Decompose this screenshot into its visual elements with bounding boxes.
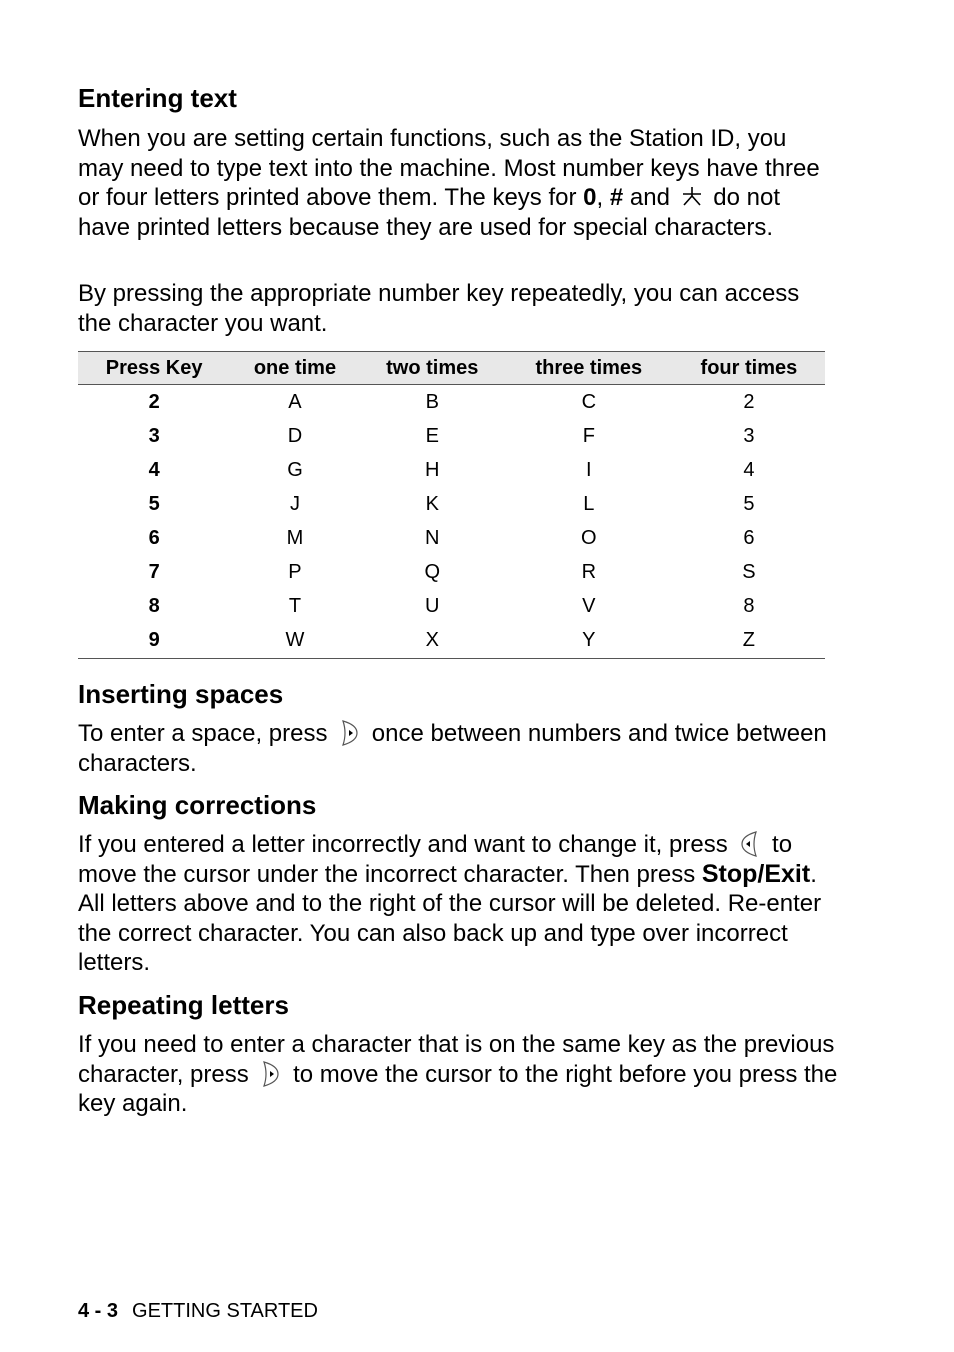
page-footer	[78, 1300, 318, 1323]
paragraph-entering-text: When you are setting certain functions, such as the Station ID, you may need to type text into the machine. Most number keys have three or four letters printed above them. The keys for 0, # and do not have printed letters because they are used for special characters.	[78, 125, 820, 241]
col-one-time: one time	[230, 352, 359, 385]
col-four-times: four times	[673, 352, 825, 385]
table-row: 6 M N O 6	[148, 526, 755, 549]
col-three-times: three times	[505, 352, 673, 385]
star-key-icon	[681, 185, 703, 207]
right-arrow-key-icon	[340, 719, 359, 747]
table-row: 2 A B C 2	[148, 390, 755, 413]
table-row: 9 W X Y Z	[78, 624, 825, 659]
heading-making-corrections: Making corrections	[78, 790, 317, 820]
table-row: 5 J K L 5	[148, 492, 755, 515]
heading-repeating-letters: Repeating letters	[78, 990, 289, 1020]
left-arrow-key-icon	[740, 830, 759, 858]
table-header-row	[78, 352, 825, 385]
table-row: 4 G H I 4	[148, 458, 755, 481]
paragraph-access-character: By pressing the appropriate number key repeatedly, you can access the character you want.	[78, 280, 800, 337]
col-two-times: two times	[360, 352, 505, 385]
table-row: 3 D E F 3	[148, 424, 755, 447]
col-press-key: Press Key	[78, 352, 230, 385]
chapter-title: GETTING STARTED	[132, 1300, 318, 1322]
paragraph-making-corrections: If you entered a letter incorrectly and want to change it, press to move the cursor under the incorrect character. Then press Stop/Exit. All letters above and to the right of the cursor will be deleted. Re-enter the correct character. You can also back up and type over incorrect letters.	[78, 831, 822, 976]
table-row: 8 T U V 8	[148, 595, 755, 618]
key-character-table	[78, 351, 825, 659]
paragraph-inserting-spaces: To enter a space, press once between numbers and twice between characters.	[78, 720, 827, 777]
page-number: 4 - 3	[78, 1300, 119, 1322]
heading-entering-text: Entering text	[78, 83, 237, 113]
paragraph-repeating-letters: If you need to enter a character that is on the same key as the previous character, press to move the cursor to the right before you press the key again.	[78, 1031, 838, 1117]
heading-inserting-spaces: Inserting spaces	[78, 679, 284, 709]
table-row: 7 P Q R S	[148, 561, 756, 584]
right-arrow-key-icon	[261, 1060, 280, 1088]
